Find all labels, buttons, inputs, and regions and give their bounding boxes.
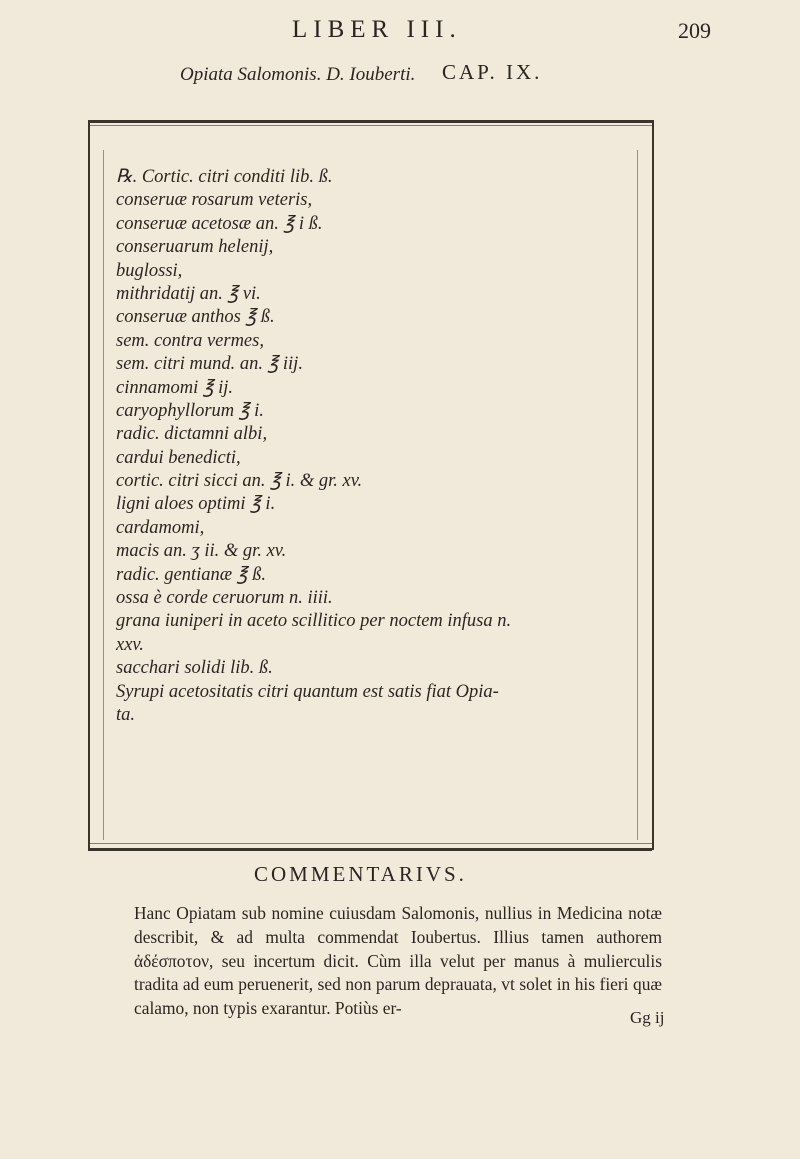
recipe-line: sacchari solidi lib. ß. [116,658,273,679]
frame-left-hairline [103,150,104,840]
running-head [0,16,800,48]
frame-bottom-rule [88,848,652,851]
recipe-line: sem. citri mund. an. ℥ iij. [116,354,303,375]
recipe-line: cinnamomi ℥ ij. [116,377,234,398]
frame-right-hairline [637,150,638,840]
recipe-line: macis an. ʒ ii. & gr. xv. [116,541,287,562]
commentary-text: Hanc Opiatam sub nomine cuiusdam Salomonis, nullius in Medicina notæ describit, & ad multa commendat Ioubertus. Illius tamen authorem ἀδέσποτον, seu incertum dicit. Cùm illa velut per manus à mulierculis tradita ad eum peruenerit, sed non parum deprauata, vt solet in his fieri quæ calamo, non typis exarantur. Potiùs er- [134,903,662,1019]
recipe-line: buglossi, [116,260,183,281]
section-heading [180,60,640,90]
recipe-line: conseruæ anthos ℥ ß. [116,307,275,328]
recipe-line: ℞. Cortic. citri conditi lib. ß. [116,167,333,187]
commentary-heading: COMMENTARIVS. [254,862,467,886]
frame-top-rule [88,120,652,123]
recipe-line: radic. gentianæ ℥ ß. [116,564,266,585]
recipe-line: ligni aloes optimi ℥ i. [116,494,276,515]
recipe-line: cardui benedicti, [116,447,241,468]
recipe-line: mithridatij an. ℥ vi. [116,283,261,304]
recipe-line: conseruarum helenij, [116,237,274,258]
page-number: 209 [678,18,711,43]
section-title: Opiata Salomonis. D. Iouberti. [180,64,416,85]
recipe-line: xxv. [116,634,144,655]
recipe-block [116,166,636,727]
recipe-line: cortic. citri sicci an. ℥ i. & gr. xv. [116,471,363,492]
recipe-line: sem. contra vermes, [116,330,264,351]
frame-bottom-hairline [88,843,652,844]
recipe-line: conseruæ rosarum veteris, [116,190,313,211]
recipe-line: radic. dictamni albi, [116,424,268,445]
recipe-line: grana iuniperi in aceto scillitico per noctem infusa n. [116,611,512,632]
book-number: LIBER III. [292,16,462,43]
recipe-line: caryophyllorum ℥ i. [116,400,264,421]
signature-mark: Gg ij [630,1008,665,1027]
chapter-label: CAP. IX. [442,60,543,84]
recipe-line: cardamomi, [116,517,205,538]
recipe-line: ta. [116,704,136,725]
frame-right-rule [652,120,654,850]
recipe-line: conseruæ acetosæ an. ℥ i ß. [116,213,323,234]
frame-left-rule [88,120,90,850]
recipe-line: ossa è corde ceruorum n. iiii. [116,588,333,609]
recipe-line: Syrupi acetositatis citri quantum est satis fiat Opia- [116,681,499,702]
frame-top-hairline [88,125,652,126]
